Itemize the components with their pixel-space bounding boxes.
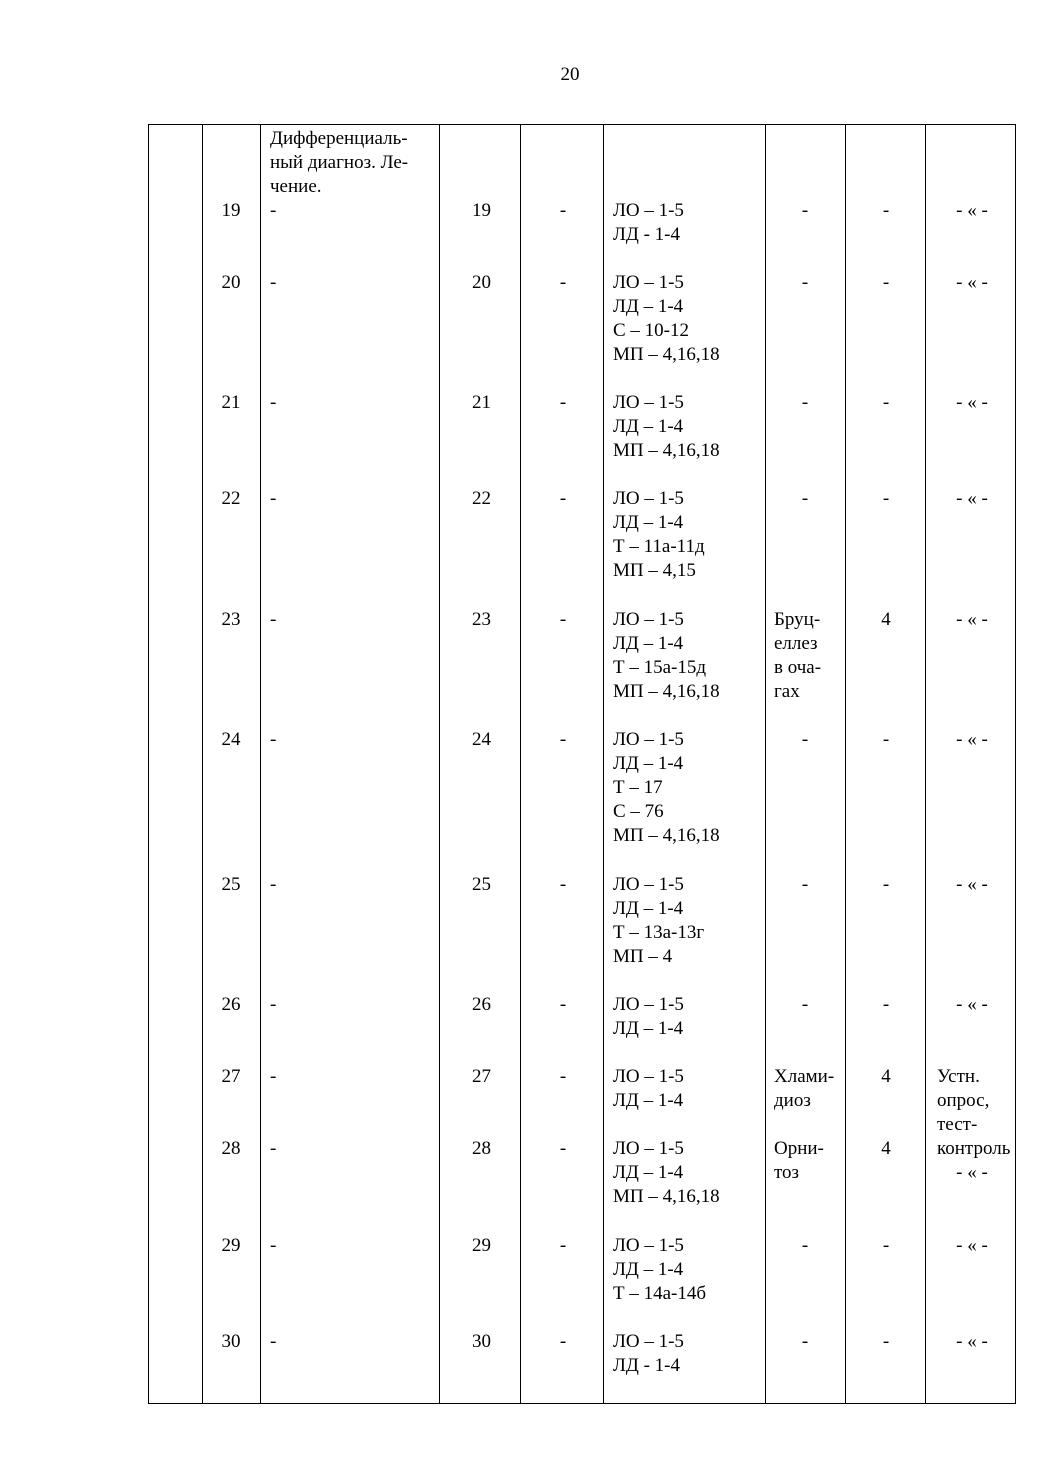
column-divider xyxy=(439,125,440,1403)
row-number: 22 xyxy=(221,488,241,509)
lesson-number: 25 xyxy=(472,874,491,895)
control-form xyxy=(927,728,1017,752)
literature-cell-line: ЛД – 1-4 xyxy=(613,296,684,317)
control-form xyxy=(927,608,1017,632)
literature-cell-line: ЛД – 1-4 xyxy=(613,898,684,919)
literature-cell-line: ЛД - 1-4 xyxy=(613,224,681,245)
row-number: 24 xyxy=(221,729,241,750)
literature-cell-line: ЛО – 1-5 xyxy=(613,609,684,630)
self-study-topic-line: гах xyxy=(774,681,800,702)
topic-cell: - xyxy=(270,1235,277,1256)
hours-cell: - xyxy=(559,272,567,293)
literature-cell xyxy=(613,1330,763,1378)
control-form-line: тест- xyxy=(937,1114,978,1135)
column-divider xyxy=(765,125,766,1403)
column-divider xyxy=(925,125,926,1403)
topic-cell: - xyxy=(270,272,277,293)
self-study-topic xyxy=(774,1065,844,1113)
control-form xyxy=(927,873,1017,897)
hours-cell: - xyxy=(559,874,567,895)
row-number: 19 xyxy=(221,200,241,221)
literature-cell xyxy=(613,271,763,367)
literature-cell-line: С – 76 xyxy=(613,801,664,822)
row-number: 25 xyxy=(221,874,241,895)
self-study-topic-line: - xyxy=(801,874,809,895)
self-study-topic-line: - xyxy=(801,1331,809,1352)
row-number: 27 xyxy=(221,1066,241,1087)
hours-cell: - xyxy=(559,994,567,1015)
row-number: 23 xyxy=(221,609,241,630)
self-study-topic xyxy=(766,487,844,511)
topic-cell: - xyxy=(270,729,277,750)
self-study-topic-line: - xyxy=(801,272,809,293)
self-study-hours: - xyxy=(882,488,890,509)
topic-cell: - xyxy=(270,1331,277,1352)
self-study-topic-line: диоз xyxy=(774,1090,811,1111)
literature-cell-line: ЛО – 1-5 xyxy=(613,874,684,895)
control-form-line: опрос, xyxy=(937,1090,990,1111)
literature-cell-line: Т – 14а-14б xyxy=(613,1283,707,1304)
literature-cell-line: ЛД – 1-4 xyxy=(613,1090,684,1111)
literature-cell-line: ЛО – 1-5 xyxy=(613,1331,684,1352)
header-topic-cell xyxy=(270,127,435,199)
literature-cell-line: ЛД – 1-4 xyxy=(613,633,684,654)
lesson-number: 24 xyxy=(472,729,491,750)
literature-cell-line: МП – 4,16,18 xyxy=(613,825,720,846)
control-form-line: - « - xyxy=(956,1162,988,1183)
self-study-topic-line: еллез xyxy=(774,633,818,654)
literature-cell-line: ЛО – 1-5 xyxy=(613,488,684,509)
lesson-number: 26 xyxy=(472,994,491,1015)
literature-cell xyxy=(613,1137,763,1209)
row-number: 20 xyxy=(221,272,241,293)
lesson-number: 22 xyxy=(472,488,491,509)
self-study-hours: - xyxy=(882,729,890,750)
literature-cell-line: С – 10-12 xyxy=(613,320,689,341)
self-study-topic-line: - xyxy=(801,729,809,750)
topic-cell: - xyxy=(270,874,277,895)
self-study-topic xyxy=(766,1234,844,1258)
column-divider xyxy=(603,125,604,1403)
lesson-number: 19 xyxy=(472,200,491,221)
literature-cell xyxy=(613,993,763,1041)
literature-cell-line: ЛД – 1-4 xyxy=(613,1018,684,1039)
row-number: 28 xyxy=(221,1138,241,1159)
literature-cell-line: ЛО – 1-5 xyxy=(613,1066,684,1087)
self-study-topic-line: - xyxy=(801,200,809,221)
literature-cell-line: Т – 11а-11д xyxy=(613,536,705,557)
literature-cell xyxy=(613,487,763,583)
self-study-hours: 4 xyxy=(881,1066,891,1087)
self-study-hours: 4 xyxy=(881,1138,891,1159)
hours-cell: - xyxy=(559,729,567,750)
header-line: ный диагноз. Ле- xyxy=(270,152,409,173)
self-study-hours: - xyxy=(882,272,890,293)
self-study-topic xyxy=(766,391,844,415)
control-form-line: - « - xyxy=(956,609,988,630)
literature-cell-line: ЛО – 1-5 xyxy=(613,1235,684,1256)
control-form-line: - « - xyxy=(956,272,988,293)
hours-cell: - xyxy=(559,1138,567,1159)
literature-cell-line: ЛД – 1-4 xyxy=(613,1259,684,1280)
column-divider xyxy=(202,125,203,1403)
topic-cell: - xyxy=(270,200,277,221)
literature-cell-line: МП – 4,16,18 xyxy=(613,681,720,702)
literature-cell-line: ЛД – 1-4 xyxy=(613,1162,684,1183)
page-number: 20 xyxy=(560,64,580,85)
self-study-topic xyxy=(766,199,844,223)
lesson-number: 27 xyxy=(472,1066,491,1087)
lesson-number: 29 xyxy=(472,1235,491,1256)
control-form-line: - « - xyxy=(956,488,988,509)
literature-cell xyxy=(613,608,763,704)
control-form xyxy=(927,271,1017,295)
control-form xyxy=(927,1330,1017,1354)
hours-cell: - xyxy=(559,392,567,413)
control-form-line: - « - xyxy=(956,729,988,750)
self-study-hours: - xyxy=(882,1331,890,1352)
column-divider xyxy=(260,125,261,1403)
control-form xyxy=(927,993,1017,1017)
topic-cell: - xyxy=(270,609,277,630)
literature-cell-line: ЛД – 1-4 xyxy=(613,512,684,533)
self-study-topic xyxy=(766,728,844,752)
hours-cell: - xyxy=(559,609,567,630)
hours-cell: - xyxy=(559,1235,567,1256)
self-study-topic-line: - xyxy=(801,488,809,509)
control-form-line: - « - xyxy=(956,1235,988,1256)
control-form-line: - « - xyxy=(956,392,988,413)
header-line: чение. xyxy=(270,176,322,197)
control-form-line: - « - xyxy=(956,1331,988,1352)
self-study-topic-line: - xyxy=(801,994,809,1015)
literature-cell-line: Т – 13а-13г xyxy=(613,922,705,943)
self-study-topic xyxy=(766,873,844,897)
row-number: 26 xyxy=(221,994,241,1015)
self-study-topic-line: Бруц- xyxy=(774,609,821,630)
literature-cell-line: ЛД – 1-4 xyxy=(613,753,684,774)
literature-cell xyxy=(613,1065,763,1113)
control-form xyxy=(927,1137,1017,1185)
lesson-number: 30 xyxy=(472,1331,491,1352)
literature-cell-line: Т – 15а-15д xyxy=(613,657,707,678)
self-study-topic xyxy=(766,1330,844,1354)
hours-cell: - xyxy=(559,488,567,509)
control-form-line: - « - xyxy=(956,200,988,221)
literature-cell-line: МП – 4,15 xyxy=(613,560,696,581)
literature-cell xyxy=(613,199,763,247)
literature-cell-line: ЛД – 1-4 xyxy=(613,416,684,437)
topic-cell: - xyxy=(270,488,277,509)
control-form xyxy=(927,487,1017,511)
literature-cell-line: ЛО – 1-5 xyxy=(613,272,684,293)
self-study-topic xyxy=(774,1137,844,1185)
literature-cell xyxy=(613,391,763,463)
literature-cell-line: МП – 4,16,18 xyxy=(613,440,720,461)
hours-cell: - xyxy=(559,200,567,221)
topic-cell: - xyxy=(270,392,277,413)
self-study-hours: - xyxy=(882,1235,890,1256)
literature-cell xyxy=(613,873,763,969)
hours-cell: - xyxy=(559,1331,567,1352)
self-study-topic-line: Орни- xyxy=(774,1138,824,1159)
self-study-hours: - xyxy=(882,874,890,895)
self-study-hours: - xyxy=(882,392,890,413)
control-form-line: контроль xyxy=(937,1138,1011,1159)
row-number: 30 xyxy=(221,1331,241,1352)
self-study-topic-line: в оча- xyxy=(774,657,822,678)
literature-cell-line: ЛО – 1-5 xyxy=(613,729,684,750)
literature-cell-line: ЛО – 1-5 xyxy=(613,1138,684,1159)
lesson-number: 28 xyxy=(472,1138,491,1159)
literature-cell xyxy=(613,728,763,848)
self-study-topic xyxy=(766,993,844,1017)
self-study-hours: - xyxy=(882,994,890,1015)
schedule-table xyxy=(148,124,1016,1404)
control-form xyxy=(927,199,1017,223)
lesson-number: 21 xyxy=(472,392,491,413)
self-study-topic xyxy=(766,271,844,295)
column-divider xyxy=(520,125,521,1403)
row-number: 29 xyxy=(221,1235,241,1256)
topic-cell: - xyxy=(270,994,277,1015)
column-divider xyxy=(845,125,846,1403)
control-form xyxy=(927,1065,1017,1137)
hours-cell: - xyxy=(559,1066,567,1087)
literature-cell-line: ЛО – 1-5 xyxy=(613,392,684,413)
topic-cell: - xyxy=(270,1066,277,1087)
literature-cell-line: ЛО – 1-5 xyxy=(613,200,684,221)
self-study-hours: - xyxy=(882,200,890,221)
control-form-line: - « - xyxy=(956,874,988,895)
row-number: 21 xyxy=(221,392,241,413)
control-form xyxy=(927,391,1017,415)
literature-cell-line: Т – 17 xyxy=(613,777,663,798)
lesson-number: 20 xyxy=(472,272,491,293)
literature-cell-line: ЛД - 1-4 xyxy=(613,1355,681,1376)
self-study-hours: 4 xyxy=(881,609,891,630)
literature-cell-line: МП – 4 xyxy=(613,946,673,967)
self-study-topic-line: - xyxy=(801,1235,809,1256)
self-study-topic xyxy=(774,608,844,704)
control-form-line: Устн. xyxy=(937,1066,980,1087)
lesson-number: 23 xyxy=(472,609,491,630)
literature-cell xyxy=(613,1234,763,1306)
literature-cell-line: МП – 4,16,18 xyxy=(613,1186,720,1207)
self-study-topic-line: - xyxy=(801,392,809,413)
self-study-topic-line: Хлами- xyxy=(774,1066,835,1087)
topic-cell: - xyxy=(270,1138,277,1159)
self-study-topic-line: тоз xyxy=(774,1162,800,1183)
literature-cell-line: МП – 4,16,18 xyxy=(613,344,720,365)
literature-cell-line: ЛО – 1-5 xyxy=(613,994,684,1015)
control-form-line: - « - xyxy=(956,994,988,1015)
header-line: Дифференциаль- xyxy=(270,128,408,149)
control-form xyxy=(927,1234,1017,1258)
